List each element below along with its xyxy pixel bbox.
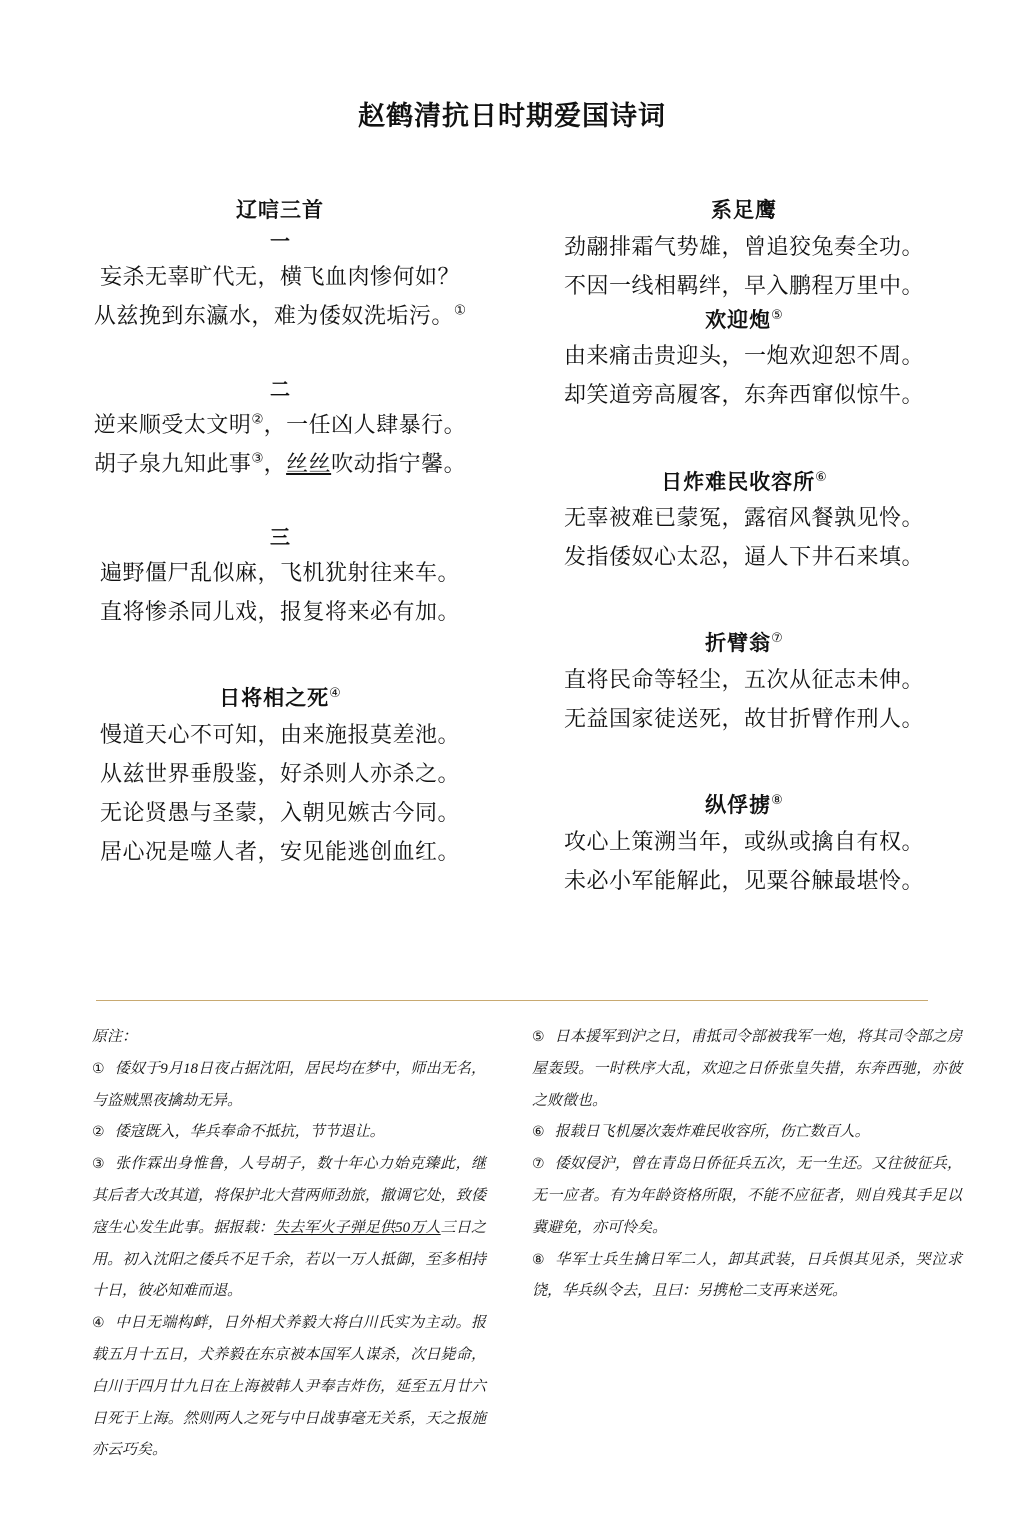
footnote-mark: ① [453, 302, 467, 319]
note-index: ⑦ [532, 1156, 545, 1173]
note-index: ⑤ [532, 1029, 545, 1045]
poem-title: 辽唁三首 [236, 199, 324, 222]
note-text: 倭奴于9月18日夜占据沈阳，居民均在梦中，师出无名，与盗贼黑夜擒劫无异。 [92, 1060, 486, 1109]
notes-column-right [512, 1022, 962, 1467]
notes-column-left [62, 1022, 512, 1467]
poem-huanyingpao [526, 305, 962, 415]
footnote-mark: ⑦ [771, 631, 783, 647]
poem-line: 劲翮排霜气势雄，曾追狡兔奏全功。 [563, 233, 924, 259]
poem-line-text: 从兹挽到东瀛水，难为倭奴洗垢污。 [93, 302, 454, 328]
poem-line: 不因一线相羁绊，早入鹏程万里中。 [563, 272, 924, 298]
note-item [92, 1117, 486, 1149]
poem-line: 从兹世界垂殷鉴，好杀则人亦杀之。 [99, 761, 460, 787]
poem-title [526, 790, 962, 822]
poem-xizuying [526, 195, 962, 305]
poem-line: 攻心上策溯当年，或纵或擒自有权。 [563, 828, 924, 854]
footnote-mark: ⑧ [771, 793, 783, 809]
spacer [526, 576, 962, 628]
note-text: 中日无端构衅，日外相犬养毅大将白川氏实为主动。报载五月十五日，犬养毅在东京被本国军人谋杀，次日毙命，白川于四月廿九日在上海被韩人尹奉吉炸伤，延至五月廿六日死于上海。然则两人之死与中日战事毫无关系，天之报施亦云巧矣。 [92, 1315, 486, 1459]
poem-line: 发指倭奴心太忍，逼人下井石来填。 [563, 544, 924, 570]
poem-line: 直将民命等轻尘，五次从征志未伸。 [563, 666, 924, 692]
notes-heading: 原注： [92, 1029, 138, 1045]
note-item [532, 1149, 962, 1244]
note-index: ④ [92, 1315, 106, 1332]
note-text: 日本援军到沪之日，甫抵司令部被我军一炮，将其司令部之房屋轰毁。一时秩序大乱，欢迎之日侨张皇失措，东奔西驰，亦彼之败徵也。 [532, 1029, 962, 1109]
poem-columns [62, 195, 962, 900]
poem-title [526, 628, 962, 660]
poem-part-number: 三 [270, 527, 290, 550]
poem-column-right [512, 195, 962, 900]
note-item [92, 1149, 486, 1308]
poem-line: 妄杀无辜旷代无，横飞血肉惨何如？ [99, 263, 460, 289]
note-item [532, 1117, 962, 1149]
poem-line: 胡子泉九知此事③，丝丝吹动指宁馨。 [93, 450, 467, 476]
page-title: 赵鹤清抗日时期爱国诗词 [358, 101, 666, 131]
original-notes [62, 1022, 962, 1467]
note-index: ⑧ [532, 1251, 546, 1268]
underlined-phrase: 丝丝 [286, 450, 332, 476]
poem-title [62, 683, 498, 715]
poem-line: 慢道天心不可知，由来施报莫差池。 [99, 721, 460, 747]
underlined-phrase: 失去军火子弹足供50万人 [273, 1219, 441, 1236]
poem-title-text: 纵俘掳 [705, 794, 772, 818]
poem-line: 无辜被难已蒙冤，露宿风餐孰见怜。 [563, 505, 924, 531]
spacer [526, 738, 962, 790]
note-item [92, 1054, 486, 1118]
footnote-mark: ③ [251, 450, 264, 467]
note-text: 报载日飞机屡次轰炸难民收容所，伤亡数百人。 [554, 1124, 870, 1141]
poem-rijiangxiang-zhisi [62, 683, 498, 871]
spacer [62, 631, 498, 683]
poem-part-number: 一 [270, 230, 290, 253]
poem-line: 由来痛击贵迎头，一炮欢迎恕不周。 [563, 343, 924, 369]
footnote-mark: ④ [329, 686, 341, 702]
poem-title [526, 305, 962, 337]
poem-title [526, 467, 962, 499]
poem-line: 逆来顺受太文明②，一任凶人肆暴行。 [93, 411, 467, 437]
poem-liaoyan-sanshou [62, 195, 498, 631]
note-text: 倭奴侵沪，曾在青岛日侨征兵五次，无一生还。又往彼征兵，无一应者。有为年龄资格所限，不能不应征者，则自残其手足以冀避免，亦可怜矣。 [532, 1156, 962, 1236]
note-item [92, 1308, 486, 1467]
poem-title-text: 折臂翁 [705, 632, 772, 656]
poem-line: 却笑道旁高履客，东奔西窜似惊牛。 [563, 382, 924, 408]
poem-line: 居心况是噬人者，安见能逃创血红。 [99, 839, 460, 865]
note-index: ③ [92, 1156, 106, 1173]
section-divider [96, 1000, 928, 1001]
poem-line: 遍野僵尸乱似麻，飞机犹射往来车。 [99, 560, 460, 586]
poem-line [62, 296, 498, 335]
poem-line: 未必小军能解此，见粟谷觫最堪怜。 [563, 867, 924, 893]
footnote-mark: ⑤ [771, 307, 783, 323]
note-index: ① [92, 1060, 105, 1077]
note-index: ② [92, 1124, 105, 1141]
note-text: 倭寇既入，华兵奉命不抵抗，节节退让。 [114, 1124, 385, 1141]
poem-line: 无益国家徒送死，故甘折臂作刑人。 [563, 706, 924, 732]
spacer [526, 415, 962, 467]
poem-title-text: 日炸难民收容所 [661, 470, 816, 494]
poem-line: 直将惨杀同儿戏，报复将来必有加。 [99, 599, 460, 625]
poem-column-left [62, 195, 512, 872]
footnote-mark: ⑥ [815, 469, 827, 485]
note-text: 华军士兵生擒日军二人，卸其武装，日兵惧其见杀，哭泣求饶，华兵纵令去，且曰：另携枪二支再来送死。 [532, 1251, 962, 1300]
poem-zhebiweng [526, 628, 962, 738]
poem-zongfulu [526, 790, 962, 900]
note-item [532, 1022, 962, 1117]
poem-rizha-nanmin-shourongsuo [526, 467, 962, 577]
poem-title: 系足鹰 [711, 199, 777, 222]
spacer [62, 483, 498, 523]
note-index: ⑥ [532, 1124, 545, 1141]
poem-title-text: 日将相之死 [219, 687, 330, 711]
poem-line: 无论贤愚与圣蒙，入朝见嫉古今同。 [99, 800, 460, 826]
footnote-mark: ② [251, 411, 264, 428]
note-item [532, 1245, 962, 1309]
poem-title-text: 欢迎炮 [705, 308, 772, 332]
note-text: 张作霖出身惟鲁，人号胡子，数十年心力始克臻此，继其后者大改其道，将保护北大营两师劲旅，撤调它处，致倭寇生心发生此事。据报载：失去军火子弹足供50万人三日之用。初入沈阳之倭兵不足千余，若以一万人抵御，至多相持十日，彼必知难而退。 [92, 1156, 486, 1300]
poem-part-number: 二 [270, 378, 290, 401]
spacer [62, 335, 498, 375]
